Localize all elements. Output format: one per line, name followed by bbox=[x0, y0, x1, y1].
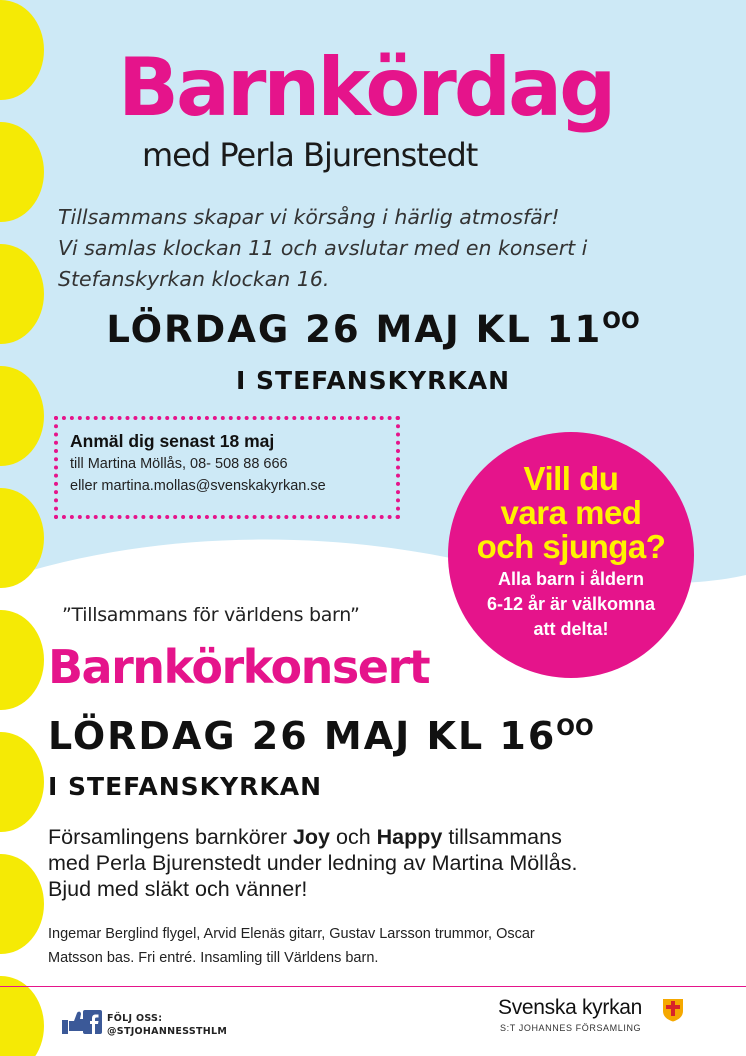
choir-name-happy: Happy bbox=[376, 825, 443, 849]
concert-description bbox=[48, 824, 708, 902]
description-line: Bjud med släkt och vänner! bbox=[48, 877, 308, 901]
brand-name: Svenska kyrkan bbox=[498, 996, 643, 1019]
signup-title: Anmäl dig senast 18 maj bbox=[70, 431, 275, 451]
description-text: Församlingens barnkörer bbox=[48, 825, 293, 849]
callout-subtext bbox=[448, 567, 694, 642]
yellow-dot bbox=[0, 732, 44, 832]
yellow-dot bbox=[0, 976, 44, 1056]
event-time-superscript: OO bbox=[602, 309, 640, 334]
event-location: I STEFANSKYRKAN bbox=[236, 366, 510, 395]
social-follow bbox=[107, 1012, 227, 1038]
description-line: med Perla Bjurenstedt under ledning av Martina Möllås. bbox=[48, 851, 578, 875]
description-line bbox=[48, 824, 708, 850]
concert-title: Barnkörkonsert bbox=[48, 640, 430, 694]
callout-sub-line: 6-12 år är välkomna bbox=[486, 594, 656, 614]
signup-box bbox=[54, 416, 400, 519]
signup-phone: till Martina Möllås, 08- 508 88 666 bbox=[70, 456, 288, 472]
intro-text bbox=[58, 202, 678, 295]
callout-sub-line: Alla barn i åldern bbox=[497, 569, 645, 589]
svenska-kyrkan-shield-icon bbox=[662, 998, 684, 1022]
description-text: tillsammans bbox=[442, 825, 562, 849]
event-date-heading bbox=[0, 308, 746, 351]
intro-line: Vi samlas klockan 11 och avslutar med en konsert i bbox=[58, 236, 588, 260]
concert-quote: ”Tillsammans för världens barn” bbox=[62, 604, 360, 626]
yellow-dot bbox=[0, 854, 44, 954]
concert-date-heading bbox=[48, 714, 594, 758]
intro-line: Stefanskyrkan klockan 16. bbox=[58, 267, 330, 291]
join-callout bbox=[448, 432, 694, 678]
callout-headline: vara med bbox=[500, 494, 642, 531]
credits-line: Matsson bas. Fri entré. Insamling till Världens barn. bbox=[48, 950, 379, 966]
event-date: LÖRDAG 26 MAJ KL 11 bbox=[106, 308, 603, 351]
page-subtitle: med Perla Bjurenstedt bbox=[142, 136, 478, 174]
follow-label: FÖLJ OSS: bbox=[107, 1013, 163, 1024]
concert-time-superscript: OO bbox=[556, 716, 594, 741]
concert-location: I STEFANSKYRKAN bbox=[48, 772, 322, 801]
credits-line: Ingemar Berglind flygel, Arvid Elenäs gitarr, Gustav Larsson trummor, Oscar bbox=[48, 926, 535, 942]
concert-date: LÖRDAG 26 MAJ KL 16 bbox=[48, 714, 557, 758]
parish-name: S:T JOHANNES FÖRSAMLING bbox=[500, 1023, 642, 1033]
callout-headline: och sjunga? bbox=[476, 528, 666, 565]
footer-divider bbox=[0, 986, 746, 987]
description-text: och bbox=[330, 825, 377, 849]
facebook-like-icon[interactable] bbox=[62, 1010, 102, 1034]
signup-email: eller martina.mollas@svenskakyrkan.se bbox=[70, 478, 326, 494]
callout-sub-line: att delta! bbox=[533, 619, 609, 639]
choir-name-joy: Joy bbox=[292, 825, 331, 849]
musician-credits bbox=[48, 922, 708, 970]
page-title: Barnkördag bbox=[118, 41, 614, 134]
social-handle[interactable]: @STJOHANNESSTHLM bbox=[107, 1026, 228, 1037]
intro-line: Tillsammans skapar vi körsång i härlig atmosfär! bbox=[58, 205, 560, 229]
callout-headline: Vill du bbox=[523, 460, 619, 497]
